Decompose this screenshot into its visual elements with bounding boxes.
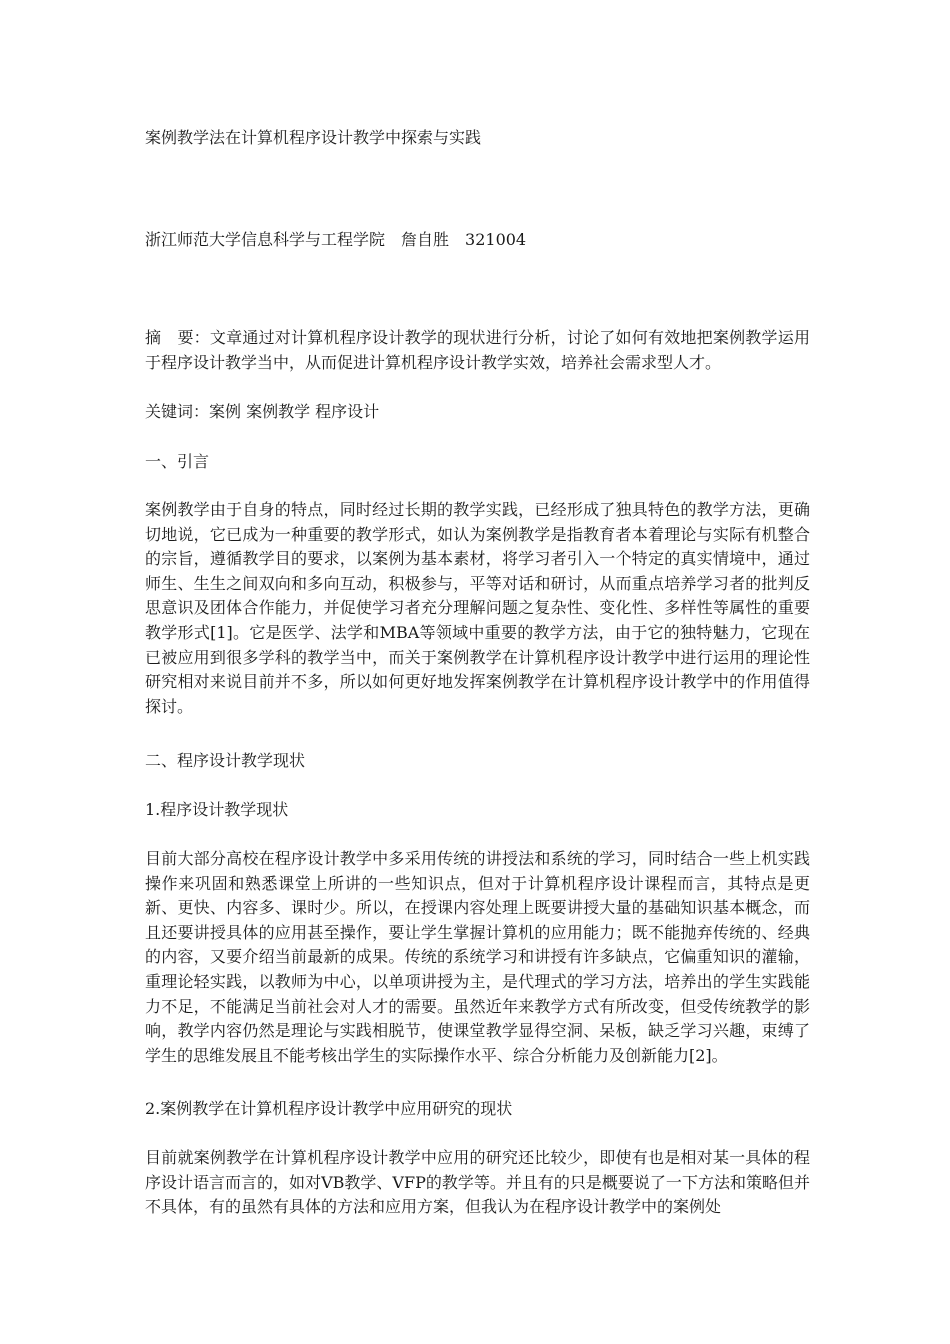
subsection-heading-1: 1.程序设计教学现状 xyxy=(145,800,289,819)
subsection-1-paragraph: 目前大部分高校在程序设计教学中多采用传统的讲授法和系统的学习，同时结合一些上机实践操作来巩固和熟悉课堂上所讲的一些知识点，但对于计算机程序设计课程而言，其特点是更新、更快、内容多、课时少。所以，在授课内容处理上既要讲授大量的基础知识基本概念，而且还要讲授具体的应用甚至操作，要让学生掌握计算机的应用能力；既不能抛弃传统的、经典的内容，又要介绍当前最新的成果。传统的系统学习和讲授有许多缺点，它偏重知识的灌输，重理论轻实践，以教师为中心，以单项讲授为主，是代理式的学习方法，培养出的学生实践能力不足，不能满足当前社会对人才的需要。虽然近年来教学方式有所改变，但受传统教学的影响，教学内容仍然是理论与实践相脱节，使课堂教学显得空洞、呆板，缺乏学习兴趣，束缚了学生的思维发展且不能考核出学生的实际操作水平、综合分析能力及创新能力[2]。 xyxy=(145,849,810,1065)
author-affiliation: 浙江师范大学信息科学与工程学院 xyxy=(145,230,386,249)
keywords: 关键词：案例 案例教学 程序设计 xyxy=(145,402,380,421)
abstract: 摘 要：文章通过对计算机程序设计教学的现状进行分析，讨论了如何有效地把案例教学运用于程序设计教学当中，从而促进计算机程序设计教学实效，培养社会需求型人才。 xyxy=(145,328,810,372)
section-heading-status: 二、程序设计教学现状 xyxy=(145,751,306,770)
document-title: 案例教学法在计算机程序设计教学中探索与实践 xyxy=(145,128,482,147)
author-line xyxy=(145,228,526,252)
subsection-2-paragraph: 目前就案例教学在计算机程序设计教学中应用的研究还比较少，即使有也是相对某一具体的程序设计语言而言的，如对VB教学、VFP的教学等。并且有的只是概要说了一下方法和策略但并不具体，有的虽然有具体的方法和应用方案，但我认为在程序设计教学中的案例处 xyxy=(145,1148,810,1217)
subsection-heading-2: 2.案例教学在计算机程序设计教学中应用研究的现状 xyxy=(145,1099,513,1118)
author-name: 詹自胜 xyxy=(401,230,450,249)
author-postcode: 321004 xyxy=(465,230,527,249)
introduction-paragraph: 案例教学由于自身的特点，同时经过长期的教学实践，已经形成了独具特色的教学方法，更确切地说，它已成为一种重要的教学形式，如认为案例教学是指教育者本着理论与实际有机整合的宗旨，遵循教学目的要求，以案例为基本素材，将学习者引入一个特定的真实情境中，通过师生、生生之间双向和多向互动，积极参与，平等对话和研讨，从而重点培养学习者的批判反思意识及团体合作能力，并促使学习者充分理解问题之复杂性、变化性、多样性等属性的重要教学形式[1]。它是医学、法学和MBA等领域中重要的教学方法，由于它的独特魅力，它现在已被应用到很多学科的教学当中，而关于案例教学在计算机程序设计教学中进行运用的理论性研究相对来说目前并不多，所以如何更好地发挥案例教学在计算机程序设计教学中的作用值得探讨。 xyxy=(145,500,810,716)
section-heading-introduction: 一、引言 xyxy=(145,452,210,471)
